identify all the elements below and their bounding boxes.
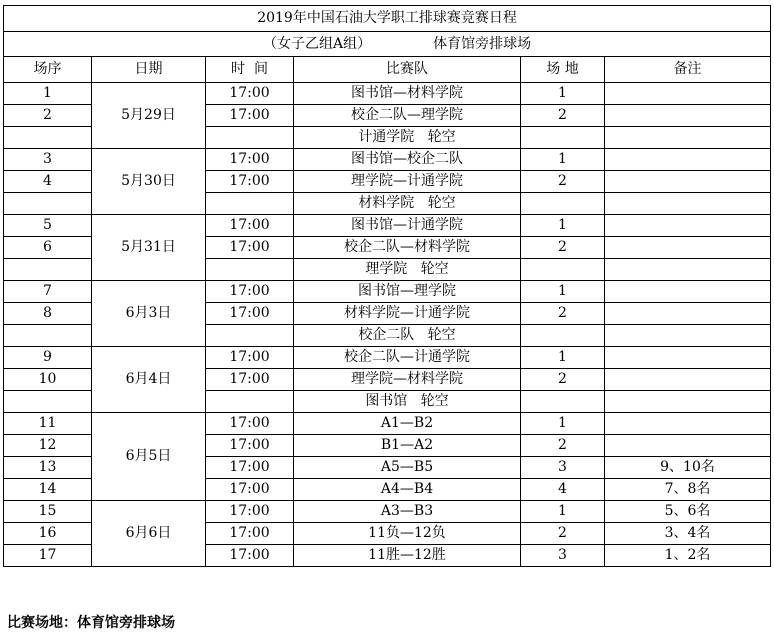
cell-time: 17:00 [206, 457, 294, 479]
table-row [4, 215, 771, 237]
table-row [4, 149, 771, 171]
cell-court: 2 [521, 171, 605, 193]
cell-match: 理学院—材料学院 [294, 369, 521, 391]
cell-match: 校企二队—理学院 [294, 105, 521, 127]
subtitle-group: （女子乙组A组） [263, 35, 372, 52]
cell-court: 1 [521, 149, 605, 171]
cell-seq: 11 [4, 413, 92, 435]
cell-seq: 17 [4, 545, 92, 567]
cell-time: 17:00 [206, 435, 294, 457]
header-row [4, 57, 771, 83]
cell-seq: 4 [4, 171, 92, 193]
cell-seq: 2 [4, 105, 92, 127]
cell-court: 1 [521, 281, 605, 303]
cell-note [605, 105, 771, 127]
cell-note [605, 171, 771, 193]
cell-seq [4, 325, 92, 347]
cell-note [605, 281, 771, 303]
cell-court: 2 [521, 523, 605, 545]
cell-note: 3、4名 [605, 523, 771, 545]
cell-match: 校企二队—计通学院 [294, 347, 521, 369]
cell-seq [4, 259, 92, 281]
title-row [4, 6, 771, 32]
cell-seq: 9 [4, 347, 92, 369]
cell-seq: 13 [4, 457, 92, 479]
cell-note [605, 369, 771, 391]
cell-match: 计通学院 轮空 [294, 127, 521, 149]
subtitle-venue: 体育馆旁排球场 [433, 35, 532, 52]
cell-match: 材料学院 轮空 [294, 193, 521, 215]
cell-time: 17:00 [206, 149, 294, 171]
cell-time [206, 127, 294, 149]
cell-time [206, 325, 294, 347]
cell-court: 2 [521, 369, 605, 391]
cell-match: 11胜—12胜 [294, 545, 521, 567]
cell-date: 5月29日 [92, 83, 206, 149]
cell-note [605, 83, 771, 105]
subtitle [4, 32, 771, 57]
table-row [4, 347, 771, 369]
cell-seq: 12 [4, 435, 92, 457]
cell-time: 17:00 [206, 83, 294, 105]
cell-court [521, 193, 605, 215]
table-row [4, 281, 771, 303]
cell-date: 5月31日 [92, 215, 206, 281]
cell-time: 17:00 [206, 237, 294, 259]
cell-note [605, 303, 771, 325]
cell-note: 1、2名 [605, 545, 771, 567]
cell-court: 1 [521, 501, 605, 523]
cell-court [521, 325, 605, 347]
cell-seq: 5 [4, 215, 92, 237]
cell-seq: 16 [4, 523, 92, 545]
cell-match: 材料学院—计通学院 [294, 303, 521, 325]
cell-seq: 8 [4, 303, 92, 325]
header-time: 时 间 [206, 57, 294, 83]
cell-note [605, 435, 771, 457]
cell-time: 17:00 [206, 369, 294, 391]
cell-seq: 14 [4, 479, 92, 501]
cell-match: 图书馆—计通学院 [294, 215, 521, 237]
cell-note [605, 259, 771, 281]
cell-match: 图书馆—校企二队 [294, 149, 521, 171]
cell-seq [4, 127, 92, 149]
cell-seq [4, 391, 92, 413]
cell-court: 4 [521, 479, 605, 501]
cell-seq: 7 [4, 281, 92, 303]
cell-time: 17:00 [206, 501, 294, 523]
cell-match: 理学院—计通学院 [294, 171, 521, 193]
cell-court: 3 [521, 545, 605, 567]
cell-seq: 1 [4, 83, 92, 105]
cell-time: 17:00 [206, 215, 294, 237]
cell-time: 17:00 [206, 171, 294, 193]
cell-court: 3 [521, 457, 605, 479]
cell-time: 17:00 [206, 347, 294, 369]
header-note: 备注 [605, 57, 771, 83]
cell-match: A5—B5 [294, 457, 521, 479]
cell-note: 5、6名 [605, 501, 771, 523]
cell-note: 7、8名 [605, 479, 771, 501]
cell-note: 9、10名 [605, 457, 771, 479]
cell-date: 5月30日 [92, 149, 206, 215]
cell-match: 图书馆 轮空 [294, 391, 521, 413]
cell-date: 6月3日 [92, 281, 206, 347]
cell-time: 17:00 [206, 105, 294, 127]
cell-match: B1—A2 [294, 435, 521, 457]
cell-court [521, 391, 605, 413]
cell-note [605, 413, 771, 435]
cell-court [521, 127, 605, 149]
cell-time: 17:00 [206, 281, 294, 303]
cell-court: 1 [521, 413, 605, 435]
cell-seq: 15 [4, 501, 92, 523]
schedule-title: 2019年中国石油大学职工排球赛竞赛日程 [4, 6, 771, 32]
cell-note [605, 391, 771, 413]
cell-note [605, 127, 771, 149]
cell-court: 2 [521, 435, 605, 457]
cell-time: 17:00 [206, 303, 294, 325]
cell-match: 理学院 轮空 [294, 259, 521, 281]
cell-match: A1—B2 [294, 413, 521, 435]
cell-time [206, 259, 294, 281]
cell-match: A3—B3 [294, 501, 521, 523]
cell-court: 1 [521, 83, 605, 105]
cell-note [605, 325, 771, 347]
table-row [4, 83, 771, 105]
footer-venue: 比赛场地：体育馆旁排球场 [7, 615, 175, 631]
cell-seq: 10 [4, 369, 92, 391]
cell-court: 2 [521, 105, 605, 127]
header-court: 场 地 [521, 57, 605, 83]
cell-time: 17:00 [206, 479, 294, 501]
cell-time [206, 193, 294, 215]
schedule-table [3, 5, 771, 567]
header-seq: 场序 [4, 57, 92, 83]
table-row [4, 413, 771, 435]
cell-match: 图书馆—材料学院 [294, 83, 521, 105]
cell-note [605, 193, 771, 215]
cell-match: A4—B4 [294, 479, 521, 501]
subtitle-row [4, 32, 771, 57]
cell-seq: 3 [4, 149, 92, 171]
cell-note [605, 215, 771, 237]
cell-court: 2 [521, 237, 605, 259]
cell-match: 11负—12负 [294, 523, 521, 545]
cell-match: 图书馆—理学院 [294, 281, 521, 303]
cell-match: 校企二队—材料学院 [294, 237, 521, 259]
cell-date: 6月4日 [92, 347, 206, 413]
cell-note [605, 149, 771, 171]
header-date: 日期 [92, 57, 206, 83]
cell-date: 6月5日 [92, 413, 206, 501]
cell-seq: 6 [4, 237, 92, 259]
cell-note [605, 237, 771, 259]
cell-time [206, 391, 294, 413]
cell-time: 17:00 [206, 413, 294, 435]
table-row [4, 501, 771, 523]
header-teams: 比赛队 [294, 57, 521, 83]
cell-date: 6月6日 [92, 501, 206, 567]
cell-time: 17:00 [206, 545, 294, 567]
cell-court: 1 [521, 347, 605, 369]
cell-time: 17:00 [206, 523, 294, 545]
cell-seq [4, 193, 92, 215]
cell-note [605, 347, 771, 369]
cell-court: 1 [521, 215, 605, 237]
cell-court: 2 [521, 303, 605, 325]
cell-match: 校企二队 轮空 [294, 325, 521, 347]
cell-court [521, 259, 605, 281]
